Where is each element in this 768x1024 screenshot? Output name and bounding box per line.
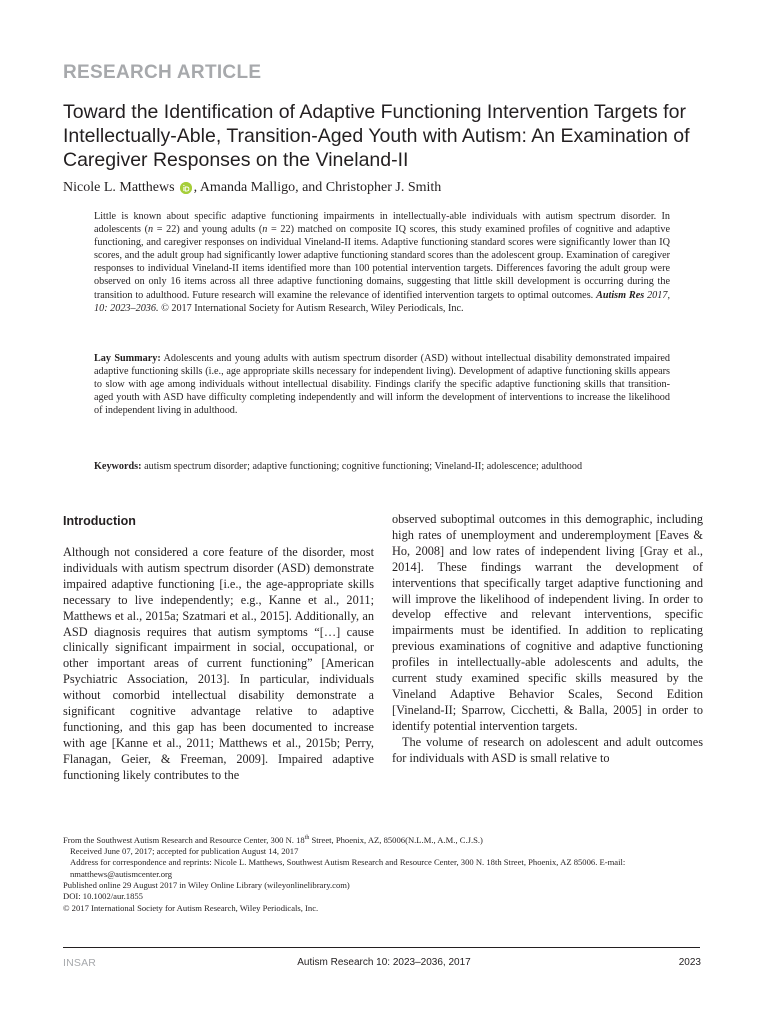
keywords-label: Keywords:	[94, 461, 142, 472]
citation: 2017, 10: 2023–2036.	[94, 289, 670, 314]
section-label: RESEARCH ARTICLE	[63, 62, 262, 83]
affiliation	[63, 833, 703, 846]
published-online: Published online 29 August 2017 in Wiley Online Library (wileyonlinelibrary.com)	[63, 880, 350, 891]
abstract-text: = 22) and young adults (	[153, 224, 263, 236]
lay-summary-text: Adolescents and young adults with autism spectrum disorder (ASD) without intellectual disability demonstrated impaired adaptive functioning skills (i.e., age appropriate skills necessary for independent living). Development of adaptive functioning skills appears to slow with age among individuals without intellectual disability. Findings clarify the specific adaptive functioning skills that transition-aged youth with ASD have difficulty completing independently and will inform the development of interventions to increase the likelihood of independent living in adulthood.	[94, 353, 671, 417]
journal-abbrev: Autism Res	[596, 289, 645, 301]
keywords-text: autism spectrum disorder; adaptive functioning; cognitive functioning; Vineland-II; adolescence; adulthood	[141, 461, 583, 472]
correspondence: Address for correspondence and reprints: Nicole L. Matthews, Southwest Autism Research and Resource Center, 300 N. 18th Street, Phoenix, AZ 85006. E-mail: nmatthews@autismcenter.org	[70, 857, 626, 879]
doi: DOI: 10.1002/aur.1855	[63, 891, 143, 902]
affiliation-sup: th	[304, 835, 310, 841]
abstract-copyright: © 2017 International Society for Autism Research, Wiley Periodicals, Inc.	[158, 302, 464, 314]
section-heading: Introduction	[63, 514, 136, 528]
affiliation-text: Street, Phoenix, AZ, 85006(N.L.M., A.M., C.J.S.)	[309, 834, 483, 845]
page-number: 2023	[678, 957, 701, 968]
footnotes	[63, 833, 703, 914]
footer-divider	[63, 947, 700, 948]
body-paragraph: observed suboptimal outcomes in this demographic, including high rates of unemployment and underemployment [Eaves & Ho, 2008] and low rates of independent living [Gray et al., 2014]. These findings warrant the development of interventions that specifically target adaptive functioning and will improve the likelihood of independent living. In order to develop effective and relevant interventions, specific impairments must be identified. In addition to replicating previous examinations of cognitive and adaptive functioning profiles in intellectually-able adolescents and adults, the current study examined specific skills measured by the Vineland Adaptive Behavior Scales, Second Edition [Vineland-II; Sparrow, Cicchetti, & Balla, 2005] in order to identify potential intervention targets.	[392, 512, 703, 733]
body-paragraph: The volume of research on adolescent and adult outcomes for individuals with ASD is small relative to	[392, 734, 703, 765]
affiliation-text: From the Southwest Autism Research and Resource Center, 300 N. 18	[63, 834, 305, 845]
other-authors: , Amanda Malligo, and Christopher J. Smith	[193, 180, 442, 195]
lay-summary-label: Lay Summary:	[94, 353, 161, 364]
keywords	[94, 460, 670, 473]
author-list	[63, 180, 441, 196]
abstract-text: Little is known about specific adaptive functioning impairments in intellectually-able individuals with autism spectrum disorder. In adolescents (	[94, 211, 670, 236]
orcid-icon[interactable]	[180, 182, 192, 194]
abstract-text: = 22) matched on composite IQ scores, this study examined profiles of cognitive and adaptive functioning, and caregiver responses on individual Vineland-II items. Adaptive functioning standard scores were significantly lower than IQ scores, and the adult group had significantly lower adaptive functioning standard scores than the adolescent group. Examination of caregiver responses to individual Vineland-II items identified more than 100 potential intervention targets. Differences favoring the adult group were observed on only 16 items across all three adaptive functioning domains, suggesting that little skill development is occurring during the transition to adulthood. Future research will examine the relevance of identified intervention targets to optimal outcomes.	[94, 224, 670, 301]
lay-summary	[94, 352, 670, 417]
received-dates: Received June 07, 2017; accepted for publication August 14, 2017	[70, 846, 299, 857]
abstract-n-symbol: n	[262, 224, 268, 236]
body-column-left	[63, 512, 374, 784]
abstract-n-symbol: n	[148, 224, 154, 236]
copyright: © 2017 International Society for Autism Research, Wiley Periodicals, Inc.	[63, 902, 319, 913]
body-paragraph: Although not considered a core feature of the disorder, most individuals with autism spectrum disorder (ASD) demonstrate impaired adaptive functioning [i.e., the age-appropriate skills necessary to live independently; e.g., Kanne et al., 2011; Matthews et al., 2015a; Szatmari et al., 2015]. Additionally, an ASD diagnosis requires that autism symptoms “[…] cause clinically significant impairment in social, occupational, or other important areas of current functioning” [American Psychiatric Association, 2013]. In particular, individuals without comorbid intellectual disability demonstrate a significant cognitive advantage relative to adaptive functioning, and this gap has been documented to increase with age [Kanne et al., 2011; Matthews et al., 2015b; Perry, Flanagan, Geier, & Freeman, 2009]. Impaired adaptive functioning likely contributes to the	[63, 545, 374, 782]
body-column-right	[392, 512, 703, 767]
running-footer: Autism Research 10: 2023–2036, 2017	[297, 957, 471, 968]
society-logo: INSAR	[63, 957, 97, 969]
first-author: Nicole L. Matthews	[63, 180, 175, 195]
article-title: Toward the Identification of Adaptive Functioning Intervention Targets for Intellectually-Able, Transition-Aged Youth with Autism: An Examination of Caregiver Responses on the Vineland-II	[63, 101, 690, 171]
abstract	[94, 210, 670, 315]
